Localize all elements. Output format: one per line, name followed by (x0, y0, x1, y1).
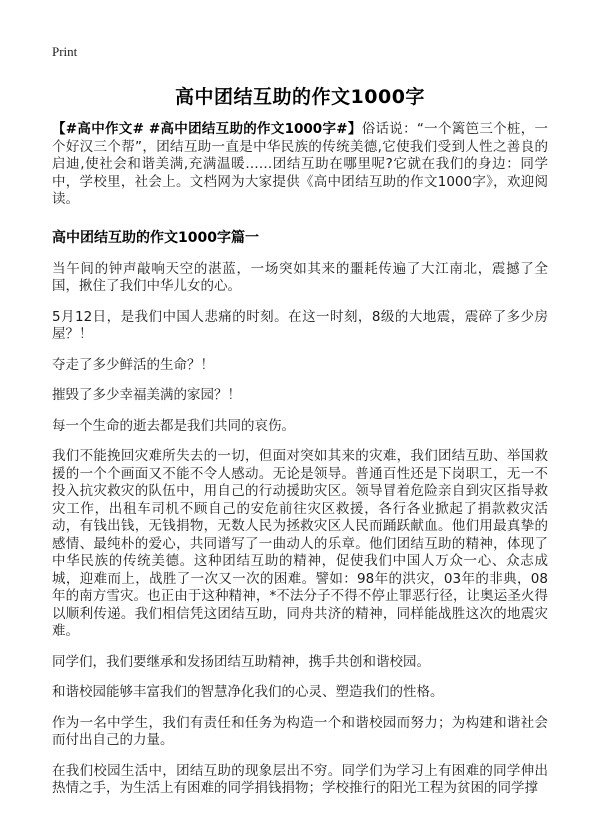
article-paragraph: 同学们，我们要继承和发扬团结互助精神，携手共创和谐校园。 (52, 653, 430, 670)
article-body (52, 121, 548, 798)
article-paragraph: 夺走了多少鲜活的生命？！ (52, 356, 214, 373)
page-title: 高中团结互助的作文1000字 (175, 86, 425, 108)
article-paragraph: 我们不能挽回灾难所失去的一切，但面对突如其来的灾难，我们团结互助、举国救援的一个个画面又不能不令人感动。无论是领导。普通百性还是下岗职工，无一不投入抗灾救灾的队伍中，用自己的行动援助灾区。领导冒着危险亲自到灾区指导救灾工作，出租车司机不顾自己的安危前往灾区救援，各行各业掀起了捐款救灾活动，有钱出钱，无钱捐物，无数人民为拯救灾区人民而踊跃献血。他们用最真挚的感情、最纯朴的爱心，共同谱写了一曲动人的乐章。他们团结互助的精神，体现了中华民族的传统美德。这种团结互助的精神，促使我们中国人万众一心、众志成城，迎难而上，战胜了一次又一次的困难。譬如：98年的洪灾，03年的非典，08年的南方雪灾。也正由于这种精神，*不法分子不得不停止罪恶行径，让奥运圣火得以顺利传递。我们相信凭这团结互助，同舟共济的精神，同样能战胜这次的地震灾难。 (52, 448, 548, 639)
print-link[interactable]: Print (52, 44, 78, 59)
article-paragraph: 每一个生命的逝去都是我们共同的哀伤。 (52, 417, 295, 434)
intro-paragraph-text: 俗话说：“一个篱笆三个桩，一个好汉三个帮”，团结互助一直是中华民族的传统美德,它使我们受到人性之善良的启迪,使社会和谐美满,充满温暖……团结互助在哪里呢?它就在我们的身边：同学中，学校里，社会上。文档网为大家提供《高中团结互助的作文1000字》，欢迎阅读。 (52, 121, 548, 207)
section-heading: 高中团结互助的作文1000字篇一 (52, 229, 259, 246)
article-paragraph: 作为一名中学生，我们有责任和任务为构造一个和谐校园而努力；为构建和谐社会而付出自己的力量。 (52, 714, 548, 748)
article-paragraph: 摧毁了多少幸福美满的家园？！ (52, 387, 241, 403)
article-paragraph: 当午间的钟声敲响天空的湛蓝，一场突如其来的噩耗传遍了大江南北，震撼了全国，揪住了我们中华儿女的心。 (52, 260, 548, 294)
intro-paragraph (52, 121, 548, 209)
intro-paragraph-tags: 【#高中作文# #高中团结互助的作文1000字#】 (52, 121, 362, 137)
article-paragraph: 5月12日，是我们中国人悲痛的时刻。在这一时刻，8级的大地震，震碎了多少房屋？！ (52, 308, 548, 342)
article-paragraph: 在我们校园生活中，团结互助的现象层出不穷。同学们为学习上有困难的同学伸出热情之手，为生活上有困难的同学捐钱捐物；学校推行的阳光工程为贫困的同学撑 (52, 762, 548, 796)
article-paragraph: 和谐校园能够丰富我们的智慧净化我们的心灵、塑造我们的性格。 (52, 684, 444, 700)
